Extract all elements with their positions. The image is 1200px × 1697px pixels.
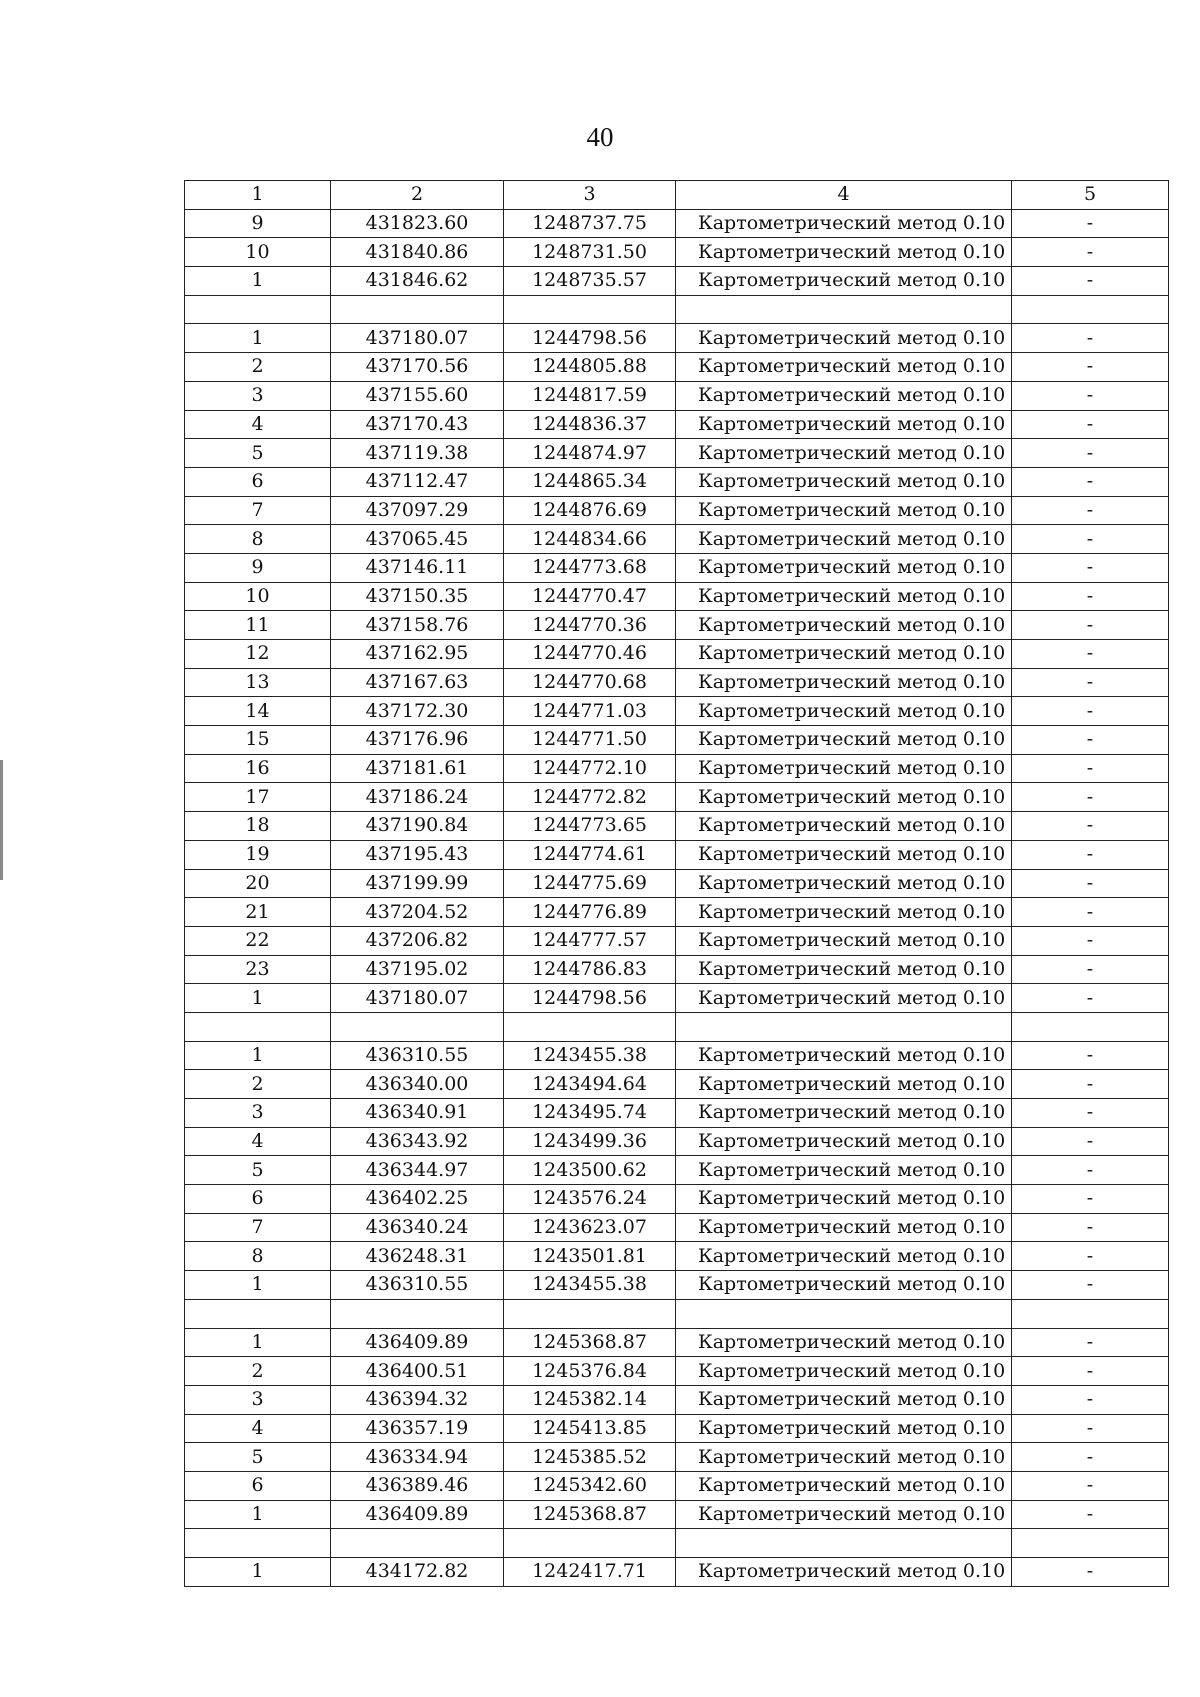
method-cell: Картометрический метод 0.10: [676, 783, 1012, 812]
note-cell: -: [1012, 726, 1169, 755]
note-cell: -: [1012, 267, 1169, 296]
method-cell: Картометрический метод 0.10: [676, 1471, 1012, 1500]
note-cell: -: [1012, 984, 1169, 1013]
point-number-cell: 1: [185, 267, 331, 296]
x-coordinate-cell: 437204.52: [331, 898, 504, 927]
x-coordinate-cell: 437065.45: [331, 525, 504, 554]
note-cell: -: [1012, 783, 1169, 812]
y-coordinate-cell: [504, 295, 676, 324]
note-cell: -: [1012, 209, 1169, 238]
point-number-cell: 17: [185, 783, 331, 812]
note-cell: -: [1012, 1443, 1169, 1472]
method-cell: Картометрический метод 0.10: [676, 1558, 1012, 1587]
method-cell: Картометрический метод 0.10: [676, 238, 1012, 267]
table-row: [185, 439, 1169, 468]
y-coordinate-cell: 1243576.24: [504, 1185, 676, 1214]
note-cell: -: [1012, 1471, 1169, 1500]
method-cell: Картометрический метод 0.10: [676, 1185, 1012, 1214]
y-coordinate-cell: 1244773.65: [504, 812, 676, 841]
separator-row: [185, 295, 1169, 324]
y-coordinate-cell: 1248731.50: [504, 238, 676, 267]
x-coordinate-cell: 437195.02: [331, 955, 504, 984]
y-coordinate-cell: [504, 1299, 676, 1328]
y-coordinate-cell: 1245413.85: [504, 1414, 676, 1443]
point-number-cell: [185, 295, 331, 324]
table-row: [185, 582, 1169, 611]
note-cell: -: [1012, 1041, 1169, 1070]
method-cell: [676, 1299, 1012, 1328]
x-coordinate-cell: 437181.61: [331, 754, 504, 783]
note-cell: -: [1012, 926, 1169, 955]
y-coordinate-cell: 1245385.52: [504, 1443, 676, 1472]
point-number-cell: 3: [185, 381, 331, 410]
x-coordinate-cell: 436409.89: [331, 1328, 504, 1357]
method-cell: Картометрический метод 0.10: [676, 496, 1012, 525]
note-cell: -: [1012, 410, 1169, 439]
table-row: [185, 1213, 1169, 1242]
note-cell: -: [1012, 1328, 1169, 1357]
x-coordinate-cell: 437167.63: [331, 668, 504, 697]
note-cell: -: [1012, 1070, 1169, 1099]
x-coordinate-cell: 436402.25: [331, 1185, 504, 1214]
x-coordinate-cell: 436310.55: [331, 1041, 504, 1070]
note-cell: -: [1012, 668, 1169, 697]
method-cell: Картометрический метод 0.10: [676, 984, 1012, 1013]
note-cell: -: [1012, 1558, 1169, 1587]
note-cell: -: [1012, 1127, 1169, 1156]
x-coordinate-cell: 434172.82: [331, 1558, 504, 1587]
method-cell: Картометрический метод 0.10: [676, 955, 1012, 984]
y-coordinate-cell: 1244773.68: [504, 553, 676, 582]
table-row: [185, 410, 1169, 439]
table-row: [185, 553, 1169, 582]
x-coordinate-cell: 437150.35: [331, 582, 504, 611]
table-row: [185, 525, 1169, 554]
method-cell: Картометрический метод 0.10: [676, 381, 1012, 410]
y-coordinate-cell: 1243500.62: [504, 1156, 676, 1185]
y-coordinate-cell: 1245368.87: [504, 1500, 676, 1529]
table-row: [185, 668, 1169, 697]
y-coordinate-cell: 1243455.38: [504, 1041, 676, 1070]
note-cell: -: [1012, 1185, 1169, 1214]
note-cell: [1012, 295, 1169, 324]
page-number: 40: [586, 122, 614, 152]
x-coordinate-cell: 437199.99: [331, 869, 504, 898]
y-coordinate-cell: 1244775.69: [504, 869, 676, 898]
note-cell: -: [1012, 1099, 1169, 1128]
note-cell: -: [1012, 1271, 1169, 1300]
y-coordinate-cell: 1244777.57: [504, 926, 676, 955]
method-cell: Картометрический метод 0.10: [676, 611, 1012, 640]
method-cell: Картометрический метод 0.10: [676, 1156, 1012, 1185]
y-coordinate-cell: 1244805.88: [504, 353, 676, 382]
x-coordinate-cell: 437176.96: [331, 726, 504, 755]
y-coordinate-cell: 1245376.84: [504, 1357, 676, 1386]
point-number-cell: 10: [185, 238, 331, 267]
table-row: [185, 1357, 1169, 1386]
point-number-cell: 1: [185, 324, 331, 353]
x-coordinate-cell: 436400.51: [331, 1357, 504, 1386]
table-row: [185, 1471, 1169, 1500]
table-row: [185, 898, 1169, 927]
note-cell: -: [1012, 1242, 1169, 1271]
point-number-cell: 16: [185, 754, 331, 783]
point-number-cell: 13: [185, 668, 331, 697]
method-cell: Картометрический метод 0.10: [676, 209, 1012, 238]
point-number-cell: [185, 1012, 331, 1041]
point-number-cell: 1: [185, 1041, 331, 1070]
note-cell: -: [1012, 754, 1169, 783]
y-coordinate-cell: [504, 1529, 676, 1558]
point-number-cell: 6: [185, 1185, 331, 1214]
x-coordinate-cell: 437097.29: [331, 496, 504, 525]
x-coordinate-cell: 437170.56: [331, 353, 504, 382]
y-coordinate-cell: 1244798.56: [504, 324, 676, 353]
y-coordinate-cell: 1244876.69: [504, 496, 676, 525]
note-cell: -: [1012, 353, 1169, 382]
point-number-cell: 2: [185, 353, 331, 382]
table-row: [185, 209, 1169, 238]
point-number-cell: 5: [185, 1156, 331, 1185]
x-coordinate-cell: 437162.95: [331, 640, 504, 669]
method-cell: Картометрический метод 0.10: [676, 410, 1012, 439]
table-row: [185, 611, 1169, 640]
x-coordinate-cell: 436310.55: [331, 1271, 504, 1300]
separator-row: [185, 1012, 1169, 1041]
table-row: [185, 783, 1169, 812]
method-cell: Картометрический метод 0.10: [676, 1041, 1012, 1070]
method-cell: Картометрический метод 0.10: [676, 898, 1012, 927]
x-coordinate-cell: 437206.82: [331, 926, 504, 955]
note-cell: -: [1012, 553, 1169, 582]
method-cell: Картометрический метод 0.10: [676, 726, 1012, 755]
method-cell: Картометрический метод 0.10: [676, 553, 1012, 582]
method-cell: Картометрический метод 0.10: [676, 1443, 1012, 1472]
note-cell: -: [1012, 381, 1169, 410]
y-coordinate-cell: 1248735.57: [504, 267, 676, 296]
y-coordinate-cell: [504, 1012, 676, 1041]
header-cell-3: 3: [504, 181, 676, 210]
table-row: [185, 869, 1169, 898]
y-coordinate-cell: 1244770.36: [504, 611, 676, 640]
x-coordinate-cell: [331, 1299, 504, 1328]
header-cell-4: 4: [676, 181, 1012, 210]
y-coordinate-cell: 1244772.82: [504, 783, 676, 812]
note-cell: -: [1012, 812, 1169, 841]
y-coordinate-cell: 1244786.83: [504, 955, 676, 984]
y-coordinate-cell: 1243494.64: [504, 1070, 676, 1099]
method-cell: Картометрический метод 0.10: [676, 754, 1012, 783]
x-coordinate-cell: 437112.47: [331, 467, 504, 496]
note-cell: [1012, 1299, 1169, 1328]
method-cell: [676, 295, 1012, 324]
y-coordinate-cell: 1244770.47: [504, 582, 676, 611]
method-cell: Картометрический метод 0.10: [676, 525, 1012, 554]
table-row: [185, 1156, 1169, 1185]
method-cell: Картометрический метод 0.10: [676, 812, 1012, 841]
x-coordinate-cell: 437146.11: [331, 553, 504, 582]
x-coordinate-cell: 437180.07: [331, 324, 504, 353]
point-number-cell: 3: [185, 1099, 331, 1128]
note-cell: -: [1012, 439, 1169, 468]
x-coordinate-cell: 436248.31: [331, 1242, 504, 1271]
table-row: [185, 353, 1169, 382]
point-number-cell: 2: [185, 1070, 331, 1099]
x-coordinate-cell: 437180.07: [331, 984, 504, 1013]
x-coordinate-cell: 436340.91: [331, 1099, 504, 1128]
table-row: [185, 467, 1169, 496]
table-row: [185, 1443, 1169, 1472]
y-coordinate-cell: 1242417.71: [504, 1558, 676, 1587]
point-number-cell: 9: [185, 209, 331, 238]
note-cell: -: [1012, 582, 1169, 611]
y-coordinate-cell: 1244874.97: [504, 439, 676, 468]
table-row: [185, 1127, 1169, 1156]
x-coordinate-cell: 431840.86: [331, 238, 504, 267]
point-number-cell: 7: [185, 1213, 331, 1242]
point-number-cell: 5: [185, 439, 331, 468]
table-row: [185, 238, 1169, 267]
point-number-cell: 8: [185, 525, 331, 554]
point-number-cell: 10: [185, 582, 331, 611]
point-number-cell: 14: [185, 697, 331, 726]
x-coordinate-cell: [331, 295, 504, 324]
table-row: [185, 324, 1169, 353]
point-number-cell: 20: [185, 869, 331, 898]
x-coordinate-cell: [331, 1012, 504, 1041]
header-cell-5: 5: [1012, 181, 1169, 210]
point-number-cell: 4: [185, 1127, 331, 1156]
method-cell: Картометрический метод 0.10: [676, 1127, 1012, 1156]
x-coordinate-cell: [331, 1529, 504, 1558]
point-number-cell: 19: [185, 840, 331, 869]
x-coordinate-cell: 436394.32: [331, 1385, 504, 1414]
point-number-cell: [185, 1299, 331, 1328]
x-coordinate-cell: 436340.00: [331, 1070, 504, 1099]
point-number-cell: 3: [185, 1385, 331, 1414]
note-cell: -: [1012, 324, 1169, 353]
point-number-cell: 23: [185, 955, 331, 984]
point-number-cell: [185, 1529, 331, 1558]
table-row: [185, 1385, 1169, 1414]
method-cell: [676, 1529, 1012, 1558]
point-number-cell: 18: [185, 812, 331, 841]
x-coordinate-cell: 437155.60: [331, 381, 504, 410]
header-cell-2: 2: [331, 181, 504, 210]
point-number-cell: 1: [185, 1500, 331, 1529]
table-row: [185, 1500, 1169, 1529]
method-cell: Картометрический метод 0.10: [676, 439, 1012, 468]
point-number-cell: 8: [185, 1242, 331, 1271]
table-row: [185, 1414, 1169, 1443]
y-coordinate-cell: 1245368.87: [504, 1328, 676, 1357]
method-cell: Картометрический метод 0.10: [676, 582, 1012, 611]
point-number-cell: 6: [185, 467, 331, 496]
table-row: [185, 754, 1169, 783]
y-coordinate-cell: 1243501.81: [504, 1242, 676, 1271]
method-cell: Картометрический метод 0.10: [676, 1357, 1012, 1386]
point-number-cell: 6: [185, 1471, 331, 1500]
separator-row: [185, 1529, 1169, 1558]
method-cell: Картометрический метод 0.10: [676, 869, 1012, 898]
coordinates-table: [184, 180, 1169, 1587]
point-number-cell: 15: [185, 726, 331, 755]
y-coordinate-cell: 1244770.46: [504, 640, 676, 669]
point-number-cell: 4: [185, 410, 331, 439]
note-cell: -: [1012, 1357, 1169, 1386]
y-coordinate-cell: 1244772.10: [504, 754, 676, 783]
point-number-cell: 1: [185, 1271, 331, 1300]
note-cell: -: [1012, 496, 1169, 525]
table-row: [185, 955, 1169, 984]
method-cell: Картометрический метод 0.10: [676, 324, 1012, 353]
point-number-cell: 4: [185, 1414, 331, 1443]
table-row: [185, 926, 1169, 955]
x-coordinate-cell: 436343.92: [331, 1127, 504, 1156]
table-row: [185, 1185, 1169, 1214]
point-number-cell: 22: [185, 926, 331, 955]
y-coordinate-cell: 1244770.68: [504, 668, 676, 697]
method-cell: Картометрический метод 0.10: [676, 640, 1012, 669]
method-cell: Картометрический метод 0.10: [676, 267, 1012, 296]
point-number-cell: 21: [185, 898, 331, 927]
note-cell: -: [1012, 869, 1169, 898]
point-number-cell: 5: [185, 1443, 331, 1472]
table-row: [185, 726, 1169, 755]
y-coordinate-cell: 1243499.36: [504, 1127, 676, 1156]
note-cell: -: [1012, 611, 1169, 640]
method-cell: Картометрический метод 0.10: [676, 840, 1012, 869]
note-cell: -: [1012, 525, 1169, 554]
method-cell: Картометрический метод 0.10: [676, 668, 1012, 697]
y-coordinate-cell: 1244771.03: [504, 697, 676, 726]
y-coordinate-cell: 1243623.07: [504, 1213, 676, 1242]
method-cell: Картометрический метод 0.10: [676, 1328, 1012, 1357]
header-cell-1: 1: [185, 181, 331, 210]
table-row: [185, 1041, 1169, 1070]
x-coordinate-cell: 437158.76: [331, 611, 504, 640]
x-coordinate-cell: 437190.84: [331, 812, 504, 841]
table-row: [185, 697, 1169, 726]
table-row: [185, 1271, 1169, 1300]
x-coordinate-cell: 436389.46: [331, 1471, 504, 1500]
note-cell: -: [1012, 640, 1169, 669]
method-cell: Картометрический метод 0.10: [676, 1213, 1012, 1242]
note-cell: -: [1012, 1385, 1169, 1414]
method-cell: Картометрический метод 0.10: [676, 1414, 1012, 1443]
note-cell: [1012, 1529, 1169, 1558]
y-coordinate-cell: 1244774.61: [504, 840, 676, 869]
x-coordinate-cell: 436409.89: [331, 1500, 504, 1529]
point-number-cell: 2: [185, 1357, 331, 1386]
method-cell: Картометрический метод 0.10: [676, 697, 1012, 726]
separator-row: [185, 1299, 1169, 1328]
note-cell: -: [1012, 898, 1169, 927]
note-cell: -: [1012, 1414, 1169, 1443]
point-number-cell: 1: [185, 1558, 331, 1587]
method-cell: Картометрический метод 0.10: [676, 1385, 1012, 1414]
point-number-cell: 9: [185, 553, 331, 582]
y-coordinate-cell: 1244865.34: [504, 467, 676, 496]
x-coordinate-cell: 436340.24: [331, 1213, 504, 1242]
y-coordinate-cell: 1244771.50: [504, 726, 676, 755]
note-cell: -: [1012, 840, 1169, 869]
point-number-cell: 1: [185, 1328, 331, 1357]
table-row: [185, 984, 1169, 1013]
table-row: [185, 496, 1169, 525]
y-coordinate-cell: 1245342.60: [504, 1471, 676, 1500]
x-coordinate-cell: 431846.62: [331, 267, 504, 296]
method-cell: Картометрический метод 0.10: [676, 353, 1012, 382]
point-number-cell: 11: [185, 611, 331, 640]
table-row: [185, 812, 1169, 841]
x-coordinate-cell: 437195.43: [331, 840, 504, 869]
method-cell: Картометрический метод 0.10: [676, 467, 1012, 496]
table-body: [185, 209, 1169, 1586]
x-coordinate-cell: 437119.38: [331, 439, 504, 468]
x-coordinate-cell: 437172.30: [331, 697, 504, 726]
method-cell: Картометрический метод 0.10: [676, 1070, 1012, 1099]
table-row: [185, 1242, 1169, 1271]
table-row: [185, 381, 1169, 410]
header-row: [185, 181, 1169, 210]
point-number-cell: 7: [185, 496, 331, 525]
table-row: [185, 267, 1169, 296]
note-cell: -: [1012, 467, 1169, 496]
table-row: [185, 1328, 1169, 1357]
y-coordinate-cell: 1244776.89: [504, 898, 676, 927]
y-coordinate-cell: 1244817.59: [504, 381, 676, 410]
table-row: [185, 640, 1169, 669]
note-cell: -: [1012, 1213, 1169, 1242]
y-coordinate-cell: 1244798.56: [504, 984, 676, 1013]
note-cell: -: [1012, 697, 1169, 726]
note-cell: -: [1012, 1500, 1169, 1529]
y-coordinate-cell: 1243495.74: [504, 1099, 676, 1128]
table-row: [185, 840, 1169, 869]
x-coordinate-cell: 436344.97: [331, 1156, 504, 1185]
point-number-cell: 12: [185, 640, 331, 669]
note-cell: -: [1012, 955, 1169, 984]
x-coordinate-cell: 436334.94: [331, 1443, 504, 1472]
x-coordinate-cell: 437186.24: [331, 783, 504, 812]
note-cell: -: [1012, 238, 1169, 267]
x-coordinate-cell: 437170.43: [331, 410, 504, 439]
scan-edge-artifact: [0, 760, 3, 880]
method-cell: Картометрический метод 0.10: [676, 1500, 1012, 1529]
method-cell: Картометрический метод 0.10: [676, 1099, 1012, 1128]
table-row: [185, 1099, 1169, 1128]
y-coordinate-cell: 1248737.75: [504, 209, 676, 238]
y-coordinate-cell: 1245382.14: [504, 1385, 676, 1414]
point-number-cell: 1: [185, 984, 331, 1013]
x-coordinate-cell: 436357.19: [331, 1414, 504, 1443]
note-cell: -: [1012, 1156, 1169, 1185]
y-coordinate-cell: 1243455.38: [504, 1271, 676, 1300]
method-cell: Картометрический метод 0.10: [676, 1242, 1012, 1271]
note-cell: [1012, 1012, 1169, 1041]
table-row: [185, 1070, 1169, 1099]
x-coordinate-cell: 431823.60: [331, 209, 504, 238]
y-coordinate-cell: 1244836.37: [504, 410, 676, 439]
table-row: [185, 1558, 1169, 1587]
y-coordinate-cell: 1244834.66: [504, 525, 676, 554]
method-cell: Картометрический метод 0.10: [676, 1271, 1012, 1300]
method-cell: [676, 1012, 1012, 1041]
method-cell: Картометрический метод 0.10: [676, 926, 1012, 955]
